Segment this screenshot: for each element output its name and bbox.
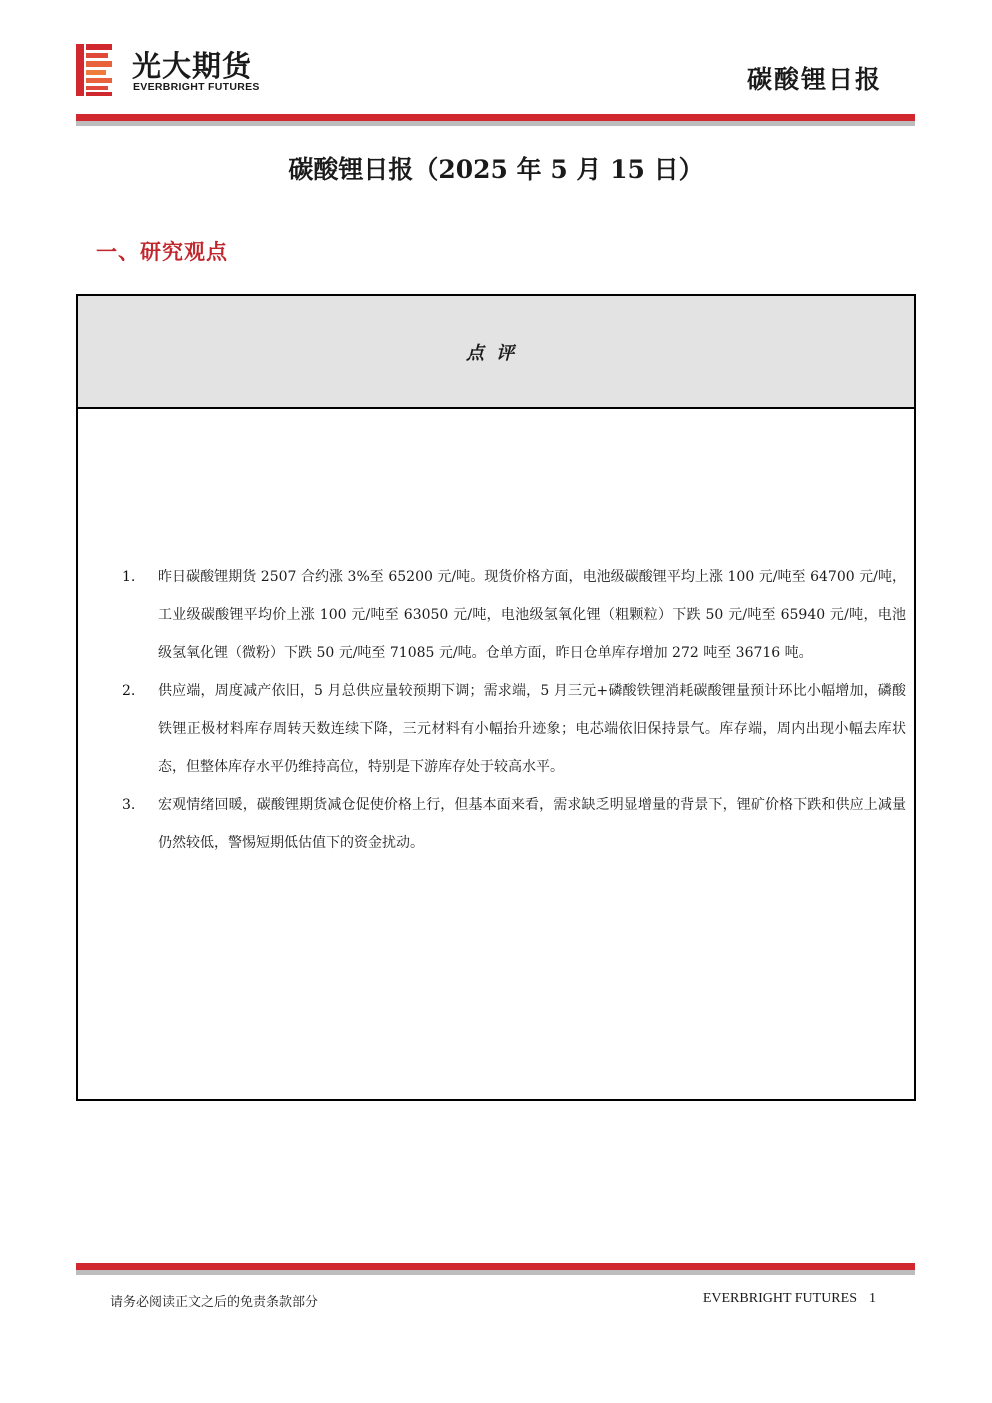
footer-brand-page: [703, 1291, 876, 1307]
footer-disclaimer: 请务必阅读正文之后的免责条款部分: [110, 1295, 319, 1310]
report-name-header: 碳酸锂日报: [746, 65, 882, 94]
list-item-number: 3.: [122, 797, 136, 813]
list-item: [78, 558, 914, 672]
list-item-text: 昨日碳酸锂期货 2507 合约涨 3%至 65200 元/吨。现货价格方面，电池级碳酸锂平均上涨 100 元/吨至 64700 元/吨，工业级碳酸锂平均价上涨 100 元/吨至 63050 元/吨，电池级氢氧化锂（粗颗粒）下跌 50 元/吨至 65940 元/吨，电池级氢氧化锂（微粉）下跌 50 元/吨至 71085 元/吨。仓单方面，昨日仓单库存增加 272 吨至 36716 吨。: [158, 569, 906, 661]
list-item: [78, 786, 914, 862]
footer-divider: [76, 1263, 915, 1275]
list-item-text: 供应端，周度减产依旧，5 月总供应量较预期下调；需求端，5 月三元+磷酸铁锂消耗碳酸锂量预计环比小幅增加，磷酸铁锂正极材料库存周转天数连续下降，三元材料有小幅抬升迹象；电芯端依旧保持景气。库存端，周内出现小幅去库状态，但整体库存水平仍维持高位，特别是下游库存处于较高水平。: [158, 683, 906, 775]
page-number: 1: [869, 1291, 876, 1306]
document-title: 碳酸锂日报（2025 年 5 月 15 日）: [288, 155, 704, 184]
logo-english-name: EVERBRIGHT FUTURES: [133, 81, 260, 93]
comment-table-body: [78, 558, 914, 862]
list-item: [78, 672, 914, 786]
section-heading: 一、研究观点: [96, 240, 228, 264]
comment-header-label: 点评: [466, 342, 526, 364]
company-logo: [76, 44, 286, 96]
logo-chinese-name: 光大期货: [132, 49, 253, 83]
header-divider: [76, 114, 915, 126]
comment-table-header: [78, 296, 914, 409]
list-item-number: 1.: [122, 569, 136, 585]
list-item-number: 2.: [122, 683, 136, 699]
footer-brand: EVERBRIGHT FUTURES: [702, 1291, 857, 1306]
comment-table: [76, 294, 916, 1101]
everbright-logo-icon: [76, 44, 116, 96]
list-item-text: 宏观情绪回暖，碳酸锂期货减仓促使价格上行，但基本面来看，需求缺乏明显增量的背景下，锂矿价格下跌和供应上减量仍然较低，警惕短期低估值下的资金扰动。: [158, 797, 906, 851]
